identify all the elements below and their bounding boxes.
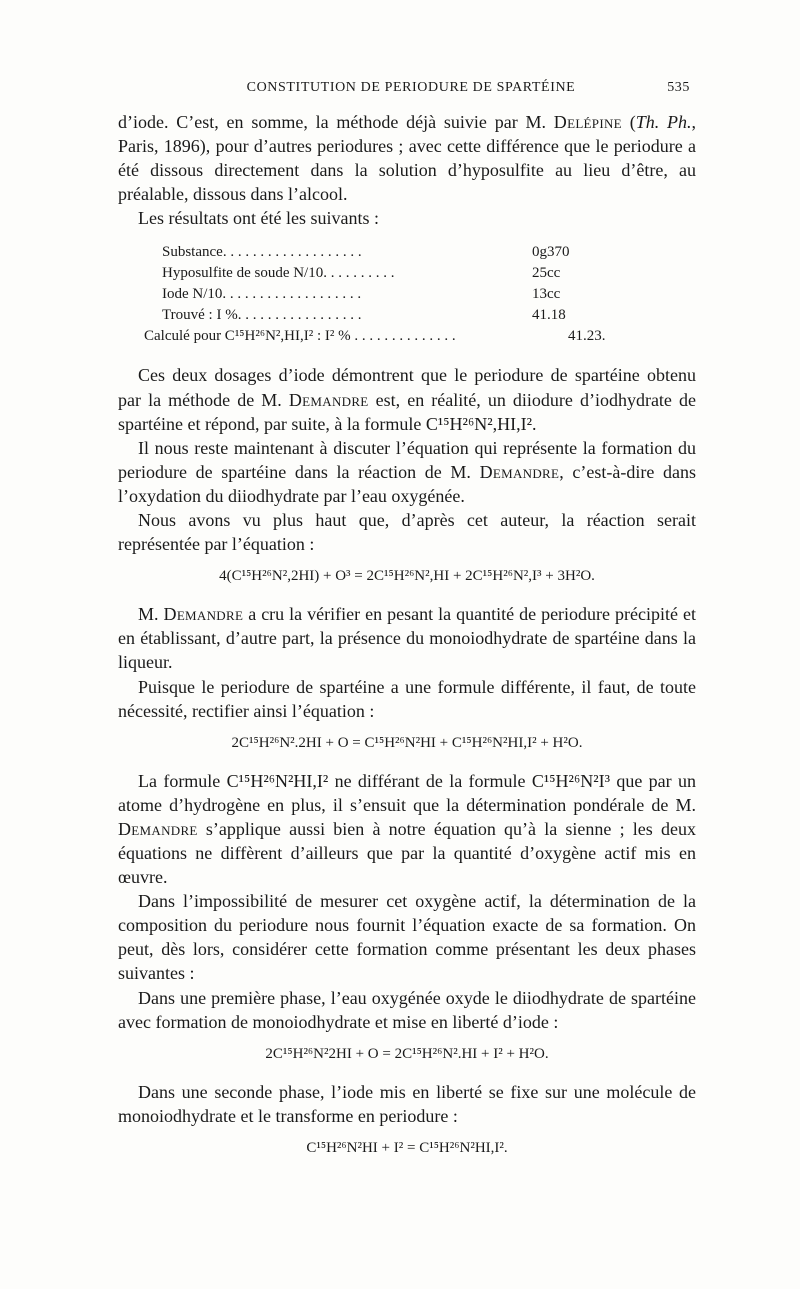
equation-1: 4(C¹⁵H²⁶N²,2HI) + O³ = 2C¹⁵H²⁶N²,HI + 2C¹⁵H²⁶N²,I³ + 3H²O. bbox=[219, 568, 595, 585]
paragraph-2: Les résultats ont été les suivants : bbox=[138, 208, 379, 229]
author-name: Demandre bbox=[288, 389, 369, 410]
paragraph-4: Il nous reste maintenant à discuter l’équation qui représente la formation du periodure de spartéine dans la réaction de M. Demandre, c’est-à-dire dans l’oxydation du diiodhydrate par l’eau oxygénée. bbox=[118, 437, 697, 506]
author-name: Demandre bbox=[163, 604, 244, 625]
author-name: Demandre bbox=[479, 461, 560, 482]
equation-2: 2C¹⁵H²⁶N².2HI + O = C¹⁵H²⁶N²HI + C¹⁵H²⁶N²HI,I² + H²O. bbox=[231, 734, 583, 751]
paragraph-1: d’iode. C’est, en somme, la méthode déjà suivie par M. Delépine (Th. Ph., Paris, 1896), pour d’autres periodures ; avec cette différence que le periodure a été dissous directement dans la solution d’hyposulfite au lieu d’être, au préalable, dissous dans l’alcool. bbox=[118, 112, 696, 205]
running-title: CONSTITUTION DE PERIODURE DE SPARTÉINE bbox=[246, 80, 576, 95]
result-value: 25cc bbox=[532, 265, 561, 282]
result-value: 0g370 bbox=[532, 244, 570, 261]
result-label: Hyposulfite de soude N/10. . . . . . . . . . bbox=[162, 265, 395, 282]
result-row bbox=[118, 242, 696, 263]
paragraph-3: Ces deux dosages d’iode démontrent que le periodure de spartéine obtenu par la méthode de M. Demandre est, en réalité, un diiodure d’iodhydrate de spartéine et répond, par suite, à la formule C¹⁵H²⁶N²,HI,I². bbox=[118, 365, 696, 434]
calculated-value: 41.23. bbox=[568, 328, 606, 345]
equation-4: C¹⁵H²⁶N²HI + I² = C¹⁵H²⁶N²HI,I². bbox=[306, 1139, 508, 1156]
paragraph-10: Dans une première phase, l’eau oxygénée oxyde le diiodhydrate de spartéine avec formation de monoiodhydrate et mise en liberté d’iode : bbox=[118, 987, 696, 1032]
page-number: 535 bbox=[667, 80, 690, 95]
result-label: Trouvé : I %. . . . . . . . . . . . . . . . . bbox=[162, 307, 362, 324]
calculated-row bbox=[118, 326, 696, 347]
paragraph-9: Dans l’impossibilité de mesurer cet oxygène actif, la détermination de la composition du periodure nous fournit l’équation exacte de sa formation. On peut, dès lors, considérer cette formation comme présentant les deux phases suivantes : bbox=[118, 891, 696, 984]
result-row bbox=[118, 284, 696, 305]
paragraph-6: M. Demandre a cru la vérifier en pesant la quantité de periodure précipité et en établissant, d’autre part, la présence du monoiodhydrate de spartéine dans la liqueur. bbox=[118, 604, 696, 673]
result-value: 41.18 bbox=[532, 307, 566, 324]
running-header bbox=[118, 80, 690, 102]
paragraph-11: Dans une seconde phase, l’iode mis en liberté se fixe sur une molécule de monoiodhydrate et le transforme en periodure : bbox=[118, 1081, 696, 1126]
result-row bbox=[118, 263, 696, 284]
paragraph-7: Puisque le periodure de spartéine a une formule différente, il faut, de toute nécessité, rectifier ainsi l’équation : bbox=[118, 676, 696, 721]
paragraph-8: La formule C¹⁵H²⁶N²HI,I² ne différant de la formule C¹⁵H²⁶N²I³ que par un atome d’hydrogène en plus, il s’ensuit que la détermination pondérale de M. Demandre s’applique aussi bien à notre équation qu’à la sienne ; les deux équations ne diffèrent d’ailleurs que par la quantité d’oxygène actif mis en œuvre. bbox=[118, 770, 696, 888]
author-name: Demandre bbox=[118, 818, 198, 839]
equation-3: 2C¹⁵H²⁶N²2HI + O = 2C¹⁵H²⁶N².HI + I² + H²O. bbox=[265, 1045, 549, 1062]
body-text bbox=[118, 110, 696, 1174]
result-row bbox=[118, 305, 696, 326]
result-label: Substance. . . . . . . . . . . . . . . . . . . bbox=[162, 244, 362, 261]
calculated-label: Calculé pour C¹⁵H²⁶N²,HI,I² : I² % . . . . . . . . . . . . . . bbox=[144, 328, 456, 345]
results-table bbox=[118, 242, 696, 347]
result-value: 13cc bbox=[532, 286, 561, 303]
journal-reference: Th. Ph. bbox=[635, 112, 692, 132]
author-name: Delépine bbox=[553, 112, 622, 132]
paragraph-5: Nous avons vu plus haut que, d’après cet auteur, la réaction serait représentée par l’équation : bbox=[118, 510, 696, 555]
result-label: Iode N/10. . . . . . . . . . . . . . . . . . . bbox=[162, 286, 362, 303]
